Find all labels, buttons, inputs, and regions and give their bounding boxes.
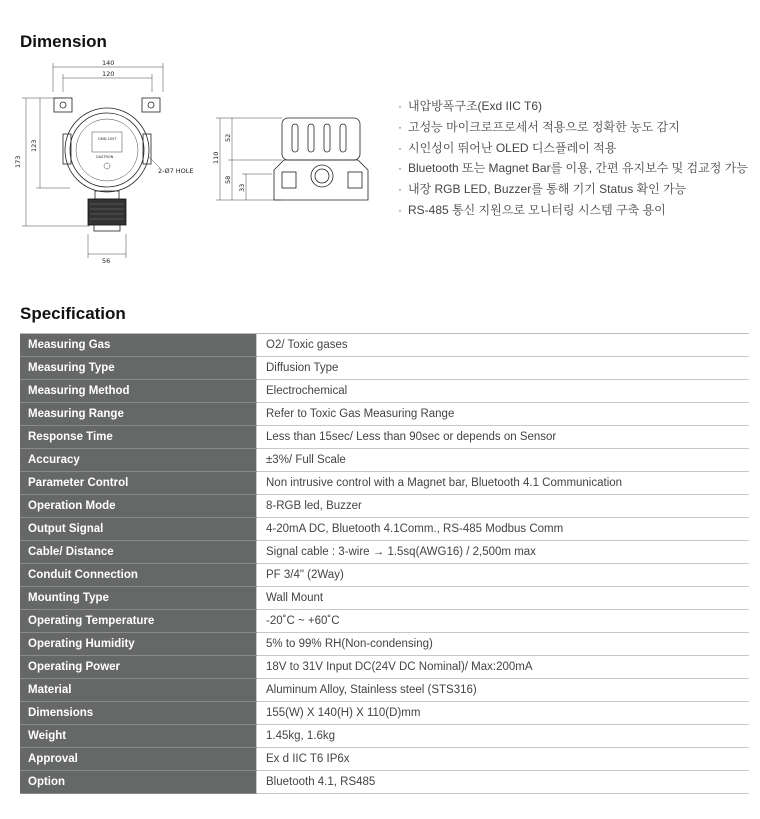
spec-label: Measuring Method [20,380,257,403]
table-row [20,610,749,633]
table-row [20,702,749,725]
spec-label: Response Time [20,426,257,449]
spec-value: O2/ Toxic gases [257,334,750,357]
spec-label: Operating Power [20,656,257,679]
spec-label: Accuracy [20,449,257,472]
dimension-title: Dimension [20,32,107,51]
spec-label: Measuring Gas [20,334,257,357]
table-row [20,587,749,610]
spec-value: Less than 15sec/ Less than 90sec or depends on Sensor [257,426,750,449]
spec-label: Parameter Control [20,472,257,495]
table-row [20,656,749,679]
spec-label: Option [20,771,257,794]
table-row [20,380,749,403]
dim-width-outer: 140 [102,59,115,67]
feature-item: · 고성능 마이크로프로세서 적용으로 정확한 농도 감지 [398,117,748,138]
dim-side-height-conduit: 33 [238,183,246,192]
dim-width-inner: 120 [102,70,115,78]
spec-value: 8-RGB led, Buzzer [257,495,750,518]
spec-value: Refer to Toxic Gas Measuring Range [257,403,750,426]
spec-value: -20˚C ~ +60˚C [257,610,750,633]
feature-list [398,96,748,221]
spec-label: Operating Temperature [20,610,257,633]
spec-value: 1.45kg, 1.6kg [257,725,750,748]
spec-value: Signal cable : 3-wire → 1.5sq(AWG16) / 2,500m max [257,541,750,564]
spec-label: Approval [20,748,257,771]
spec-label: Measuring Type [20,357,257,380]
spec-label: Material [20,679,257,702]
dim-height-total: 173 [14,155,22,168]
table-row [20,495,749,518]
spec-value: ±3%/ Full Scale [257,449,750,472]
table-row [20,449,749,472]
svg-text:GMD-100T: GMD-100T [98,137,117,141]
table-row [20,334,749,357]
table-row [20,679,749,702]
feature-item: · Bluetooth 또는 Magnet Bar를 이용, 간편 유지보수 및 검교정 가능 [398,158,748,179]
table-row [20,564,749,587]
table-row [20,771,749,794]
spec-value: 4-20mA DC, Bluetooth 4.1Comm., RS-485 Modbus Comm [257,518,750,541]
table-row [20,403,749,426]
table-row [20,541,749,564]
dim-height-body: 123 [30,139,38,152]
spec-value: PF 3/4" (2Way) [257,564,750,587]
spec-label: Weight [20,725,257,748]
spec-value: Wall Mount [257,587,750,610]
svg-text:GASTRON: GASTRON [96,155,114,159]
table-row [20,725,749,748]
spec-value: Aluminum Alloy, Stainless steel (STS316) [257,679,750,702]
spec-value: Bluetooth 4.1, RS485 [257,771,750,794]
table-row [20,426,749,449]
dim-side-height-total: 110 [212,151,220,164]
feature-item: · 내장 RGB LED, Buzzer를 통해 기기 Status 확인 가능 [398,179,748,200]
side-view-drawing [212,110,377,206]
table-row [20,472,749,495]
table-row [20,633,749,656]
feature-item: · 시인성이 뛰어난 OLED 디스플레이 적용 [398,138,748,159]
spec-label: Measuring Range [20,403,257,426]
spec-label: Dimensions [20,702,257,725]
table-row [20,748,749,771]
table-row [20,357,749,380]
front-view-drawing [10,58,200,266]
spec-value: 5% to 99% RH(Non-condensing) [257,633,750,656]
spec-value: Ex d IIC T6 IP6x [257,748,750,771]
spec-value: 155(W) X 140(H) X 110(D)mm [257,702,750,725]
feature-item: · 내압방폭구조(Exd IIC T6) [398,96,748,117]
spec-label: Conduit Connection [20,564,257,587]
spec-label: Operating Humidity [20,633,257,656]
specification-title: Specification [20,304,126,323]
dim-side-height-lower: 58 [224,175,232,184]
dim-side-height-upper: 52 [224,133,232,142]
specification-table [20,333,749,794]
spec-value: 18V to 31V Input DC(24V DC Nominal)/ Max:200mA [257,656,750,679]
spec-value: Electrochemical [257,380,750,403]
table-row [20,518,749,541]
spec-value: Non intrusive control with a Magnet bar, Bluetooth 4.1 Communication [257,472,750,495]
spec-label: Operation Mode [20,495,257,518]
dim-bottom-width: 56 [102,257,111,265]
feature-item: · RS-485 통신 지원으로 모니터링 시스템 구축 용이 [398,200,748,221]
spec-value: Diffusion Type [257,357,750,380]
hole-label: 2-Ø7 HOLE [158,167,194,175]
spec-label: Cable/ Distance [20,541,257,564]
spec-label: Mounting Type [20,587,257,610]
spec-label: Output Signal [20,518,257,541]
